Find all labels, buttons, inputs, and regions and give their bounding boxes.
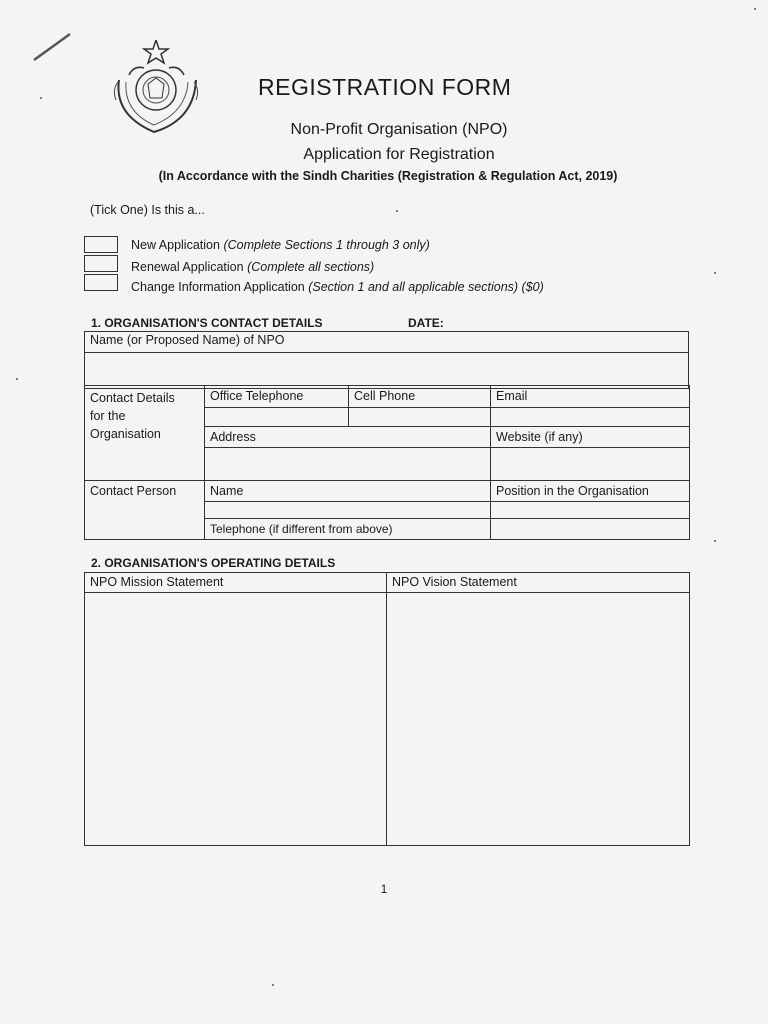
email-label: Email: [491, 386, 690, 408]
npo-name-label: Name (or Proposed Name) of NPO: [85, 332, 689, 353]
tick-one-prompt: (Tick One) Is this a...: [90, 203, 205, 217]
option-new-application: [131, 238, 430, 252]
option-note: (Section 1 and all applicable sections) ($0): [308, 280, 544, 294]
contact-name-label: Name: [205, 481, 491, 502]
scan-speck: [754, 8, 756, 10]
telephone-label: Telephone (if different from above): [205, 519, 491, 540]
office-telephone-field[interactable]: [205, 408, 349, 427]
option-note: (Complete Sections 1 through 3 only): [223, 238, 430, 252]
date-label: DATE:: [408, 316, 444, 330]
contact-details-label: [85, 386, 205, 481]
position-label: Position in the Organisation: [491, 481, 690, 502]
address-label: Address: [205, 427, 491, 448]
contact-person-label: Contact Person: [85, 481, 205, 540]
vision-statement-field[interactable]: [387, 593, 690, 846]
option-label: Change Information Application: [131, 280, 305, 294]
form-subtitle-npo: Non-Profit Organisation (NPO): [290, 121, 508, 138]
office-telephone-label: Office Telephone: [205, 386, 349, 408]
form-subtitle-application: Application for Registration: [303, 146, 495, 163]
email-field[interactable]: [491, 408, 690, 427]
renewal-application-checkbox[interactable]: [84, 255, 118, 272]
change-information-checkbox[interactable]: [84, 274, 118, 291]
section2-heading: 2. ORGANISATION'S OPERATING DETAILS: [91, 556, 336, 570]
operating-details-table: [84, 572, 690, 846]
option-label: New Application: [131, 238, 220, 252]
section1-heading: 1. ORGANISATION'S CONTACT DETAILS: [91, 316, 323, 330]
npo-name-field[interactable]: [85, 353, 689, 389]
cell-phone-label: Cell Phone: [349, 386, 491, 408]
option-label: Renewal Application: [131, 260, 244, 274]
option-change-information: [131, 280, 544, 294]
position-field[interactable]: [491, 502, 690, 519]
option-renewal-application: [131, 260, 374, 274]
contact-name-field[interactable]: [205, 502, 491, 519]
page-number: 1: [380, 882, 388, 896]
scan-speck: [714, 272, 716, 274]
scan-speck: [714, 540, 716, 542]
scan-speck: [396, 210, 398, 212]
mission-statement-label: NPO Mission Statement: [85, 573, 387, 593]
telephone-position-spacer: [491, 519, 690, 540]
form-title: REGISTRATION FORM: [258, 74, 512, 100]
scan-speck: [272, 984, 274, 986]
npo-name-table: [84, 331, 689, 389]
contact-details-label-text: Contact Details for the Organisation: [90, 391, 175, 441]
option-note: (Complete all sections): [247, 260, 375, 274]
scan-speck: [40, 97, 42, 99]
pen-mark-decoration: [30, 30, 80, 70]
website-field[interactable]: [491, 448, 690, 481]
new-application-checkbox[interactable]: [84, 236, 118, 253]
scan-speck: [16, 378, 18, 380]
address-field[interactable]: [205, 448, 491, 481]
website-label: Website (if any): [491, 427, 690, 448]
contact-details-table: [84, 385, 690, 540]
form-subtitle-act: (In Accordance with the Sindh Charities (Registration & Regulation Act, 2019): [158, 169, 618, 183]
mission-statement-field[interactable]: [85, 593, 387, 846]
vision-statement-label: NPO Vision Statement: [387, 573, 690, 593]
cell-phone-field[interactable]: [349, 408, 491, 427]
